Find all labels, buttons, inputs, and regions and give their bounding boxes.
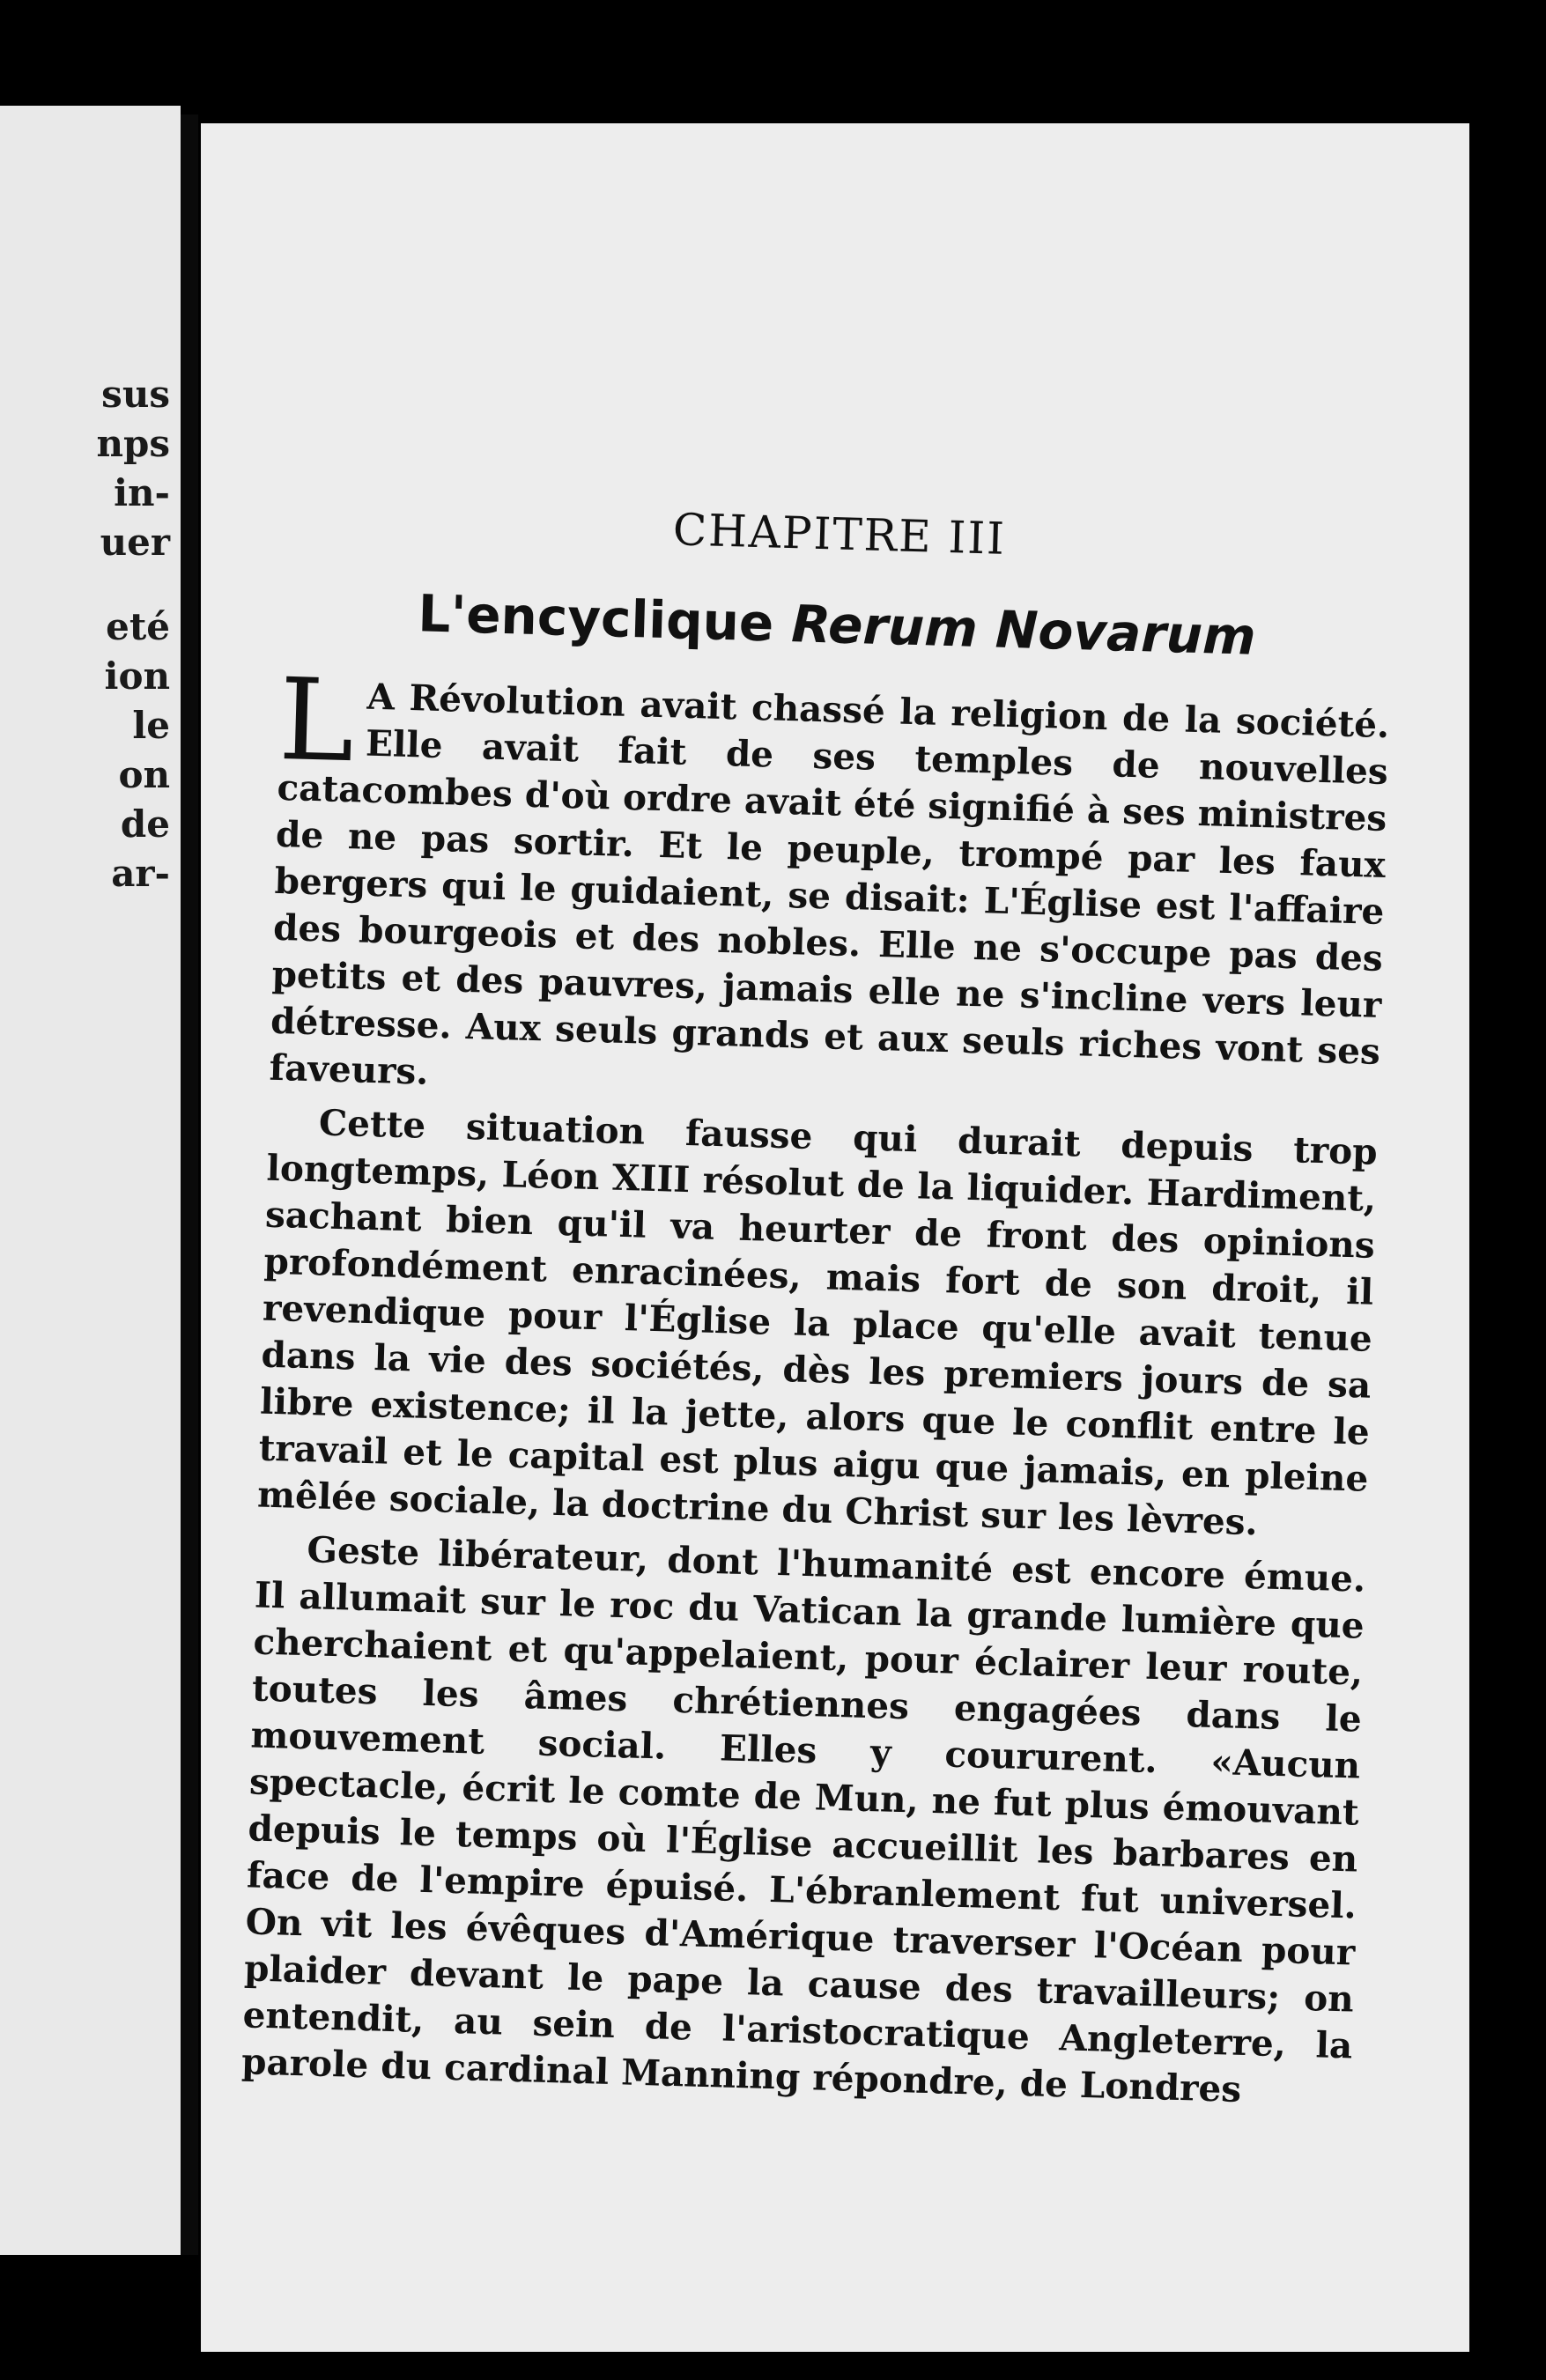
paragraph-1 [269, 654, 1390, 1122]
chapter-title-italic: Rerum Novarum [790, 594, 1257, 667]
left-fragment: de [120, 802, 170, 846]
paragraph-2: Cette situation fausse qui durait depuis trop longtemps, Léon XIII résolut de la liquider. Hardiment, sachant bien qu'il va heurter de front des opinions profondément enracinées, mais fort de son droit, il revendique pour l'Église la place qu'elle avait tenue dans la vie des sociétés, dès les premiers jours de sa libre existence; il la jette, alors que le conflit entre le travail et le capital est plus aigu que jamais, en pleine mêlée sociale, la doctrine du Christ sur les lèvres. [256, 1101, 1379, 1544]
chapter-title-prefix: L'encyclique [417, 583, 793, 654]
book-binding-gutter [181, 115, 198, 2255]
left-fragment: nps [96, 422, 170, 465]
left-page-strip [0, 106, 181, 2255]
left-page-fragments [0, 370, 181, 898]
paragraph-3: Geste libérateur, dont l'humanité est encore émue. Il allumait sur le roc du Vatican la grande lumière que cherchaient et qu'appelaient, pour éclairer leur route, toutes les âmes chrétiennes engagées dans le mouvement social. Elles y coururent. «Aucun spectacle, écrit le comte de Mun, ne fut plus émouvant depuis le temps où l'Église accueillit les barbares en face de l'empire épuisé. L'ébranlement fut universel. On vit les évêques d'Amérique traverser l'Océan pour plaider devant le pape la cause des travailleurs; on entendit, au sein de l'aristocratique Angleterre, la parole du cardinal Manning répondre, de Londres [240, 1528, 1366, 2110]
left-fragment-gap [0, 567, 181, 602]
left-fragment: uer [100, 521, 170, 564]
paragraph-1-text: A Révolution avait chassé la religion de la société. Elle avait fait de ses temples de nouvelles catacombes d'où ordre avait été signifié à ses ministres de ne pas sortir. Et le peuple, trompé par les faux bergers qui le guidaient, se disait: L'Église est l'affaire des bourgeois et des nobles. Elle ne s'occupe pas des petits et des pauvres, jamais elle ne s'incline vers leur détresse. Aux seuls grands et aux seuls riches vont ses faveurs. [269, 675, 1390, 1093]
left-fragment: sus [101, 373, 170, 416]
main-page [201, 123, 1469, 2352]
chapter-heading: CHAPITRE III [672, 504, 1007, 565]
left-fragment: ion [104, 654, 170, 698]
left-fragment: eté [106, 605, 170, 648]
page-content [240, 493, 1394, 2123]
chapter-title [281, 580, 1392, 670]
left-fragment: le [132, 704, 170, 747]
body-text [240, 654, 1390, 2117]
left-fragment: in- [114, 471, 170, 514]
left-fragment: on [118, 753, 170, 796]
left-fragment: ar- [111, 852, 170, 895]
drop-cap: L [277, 654, 356, 788]
